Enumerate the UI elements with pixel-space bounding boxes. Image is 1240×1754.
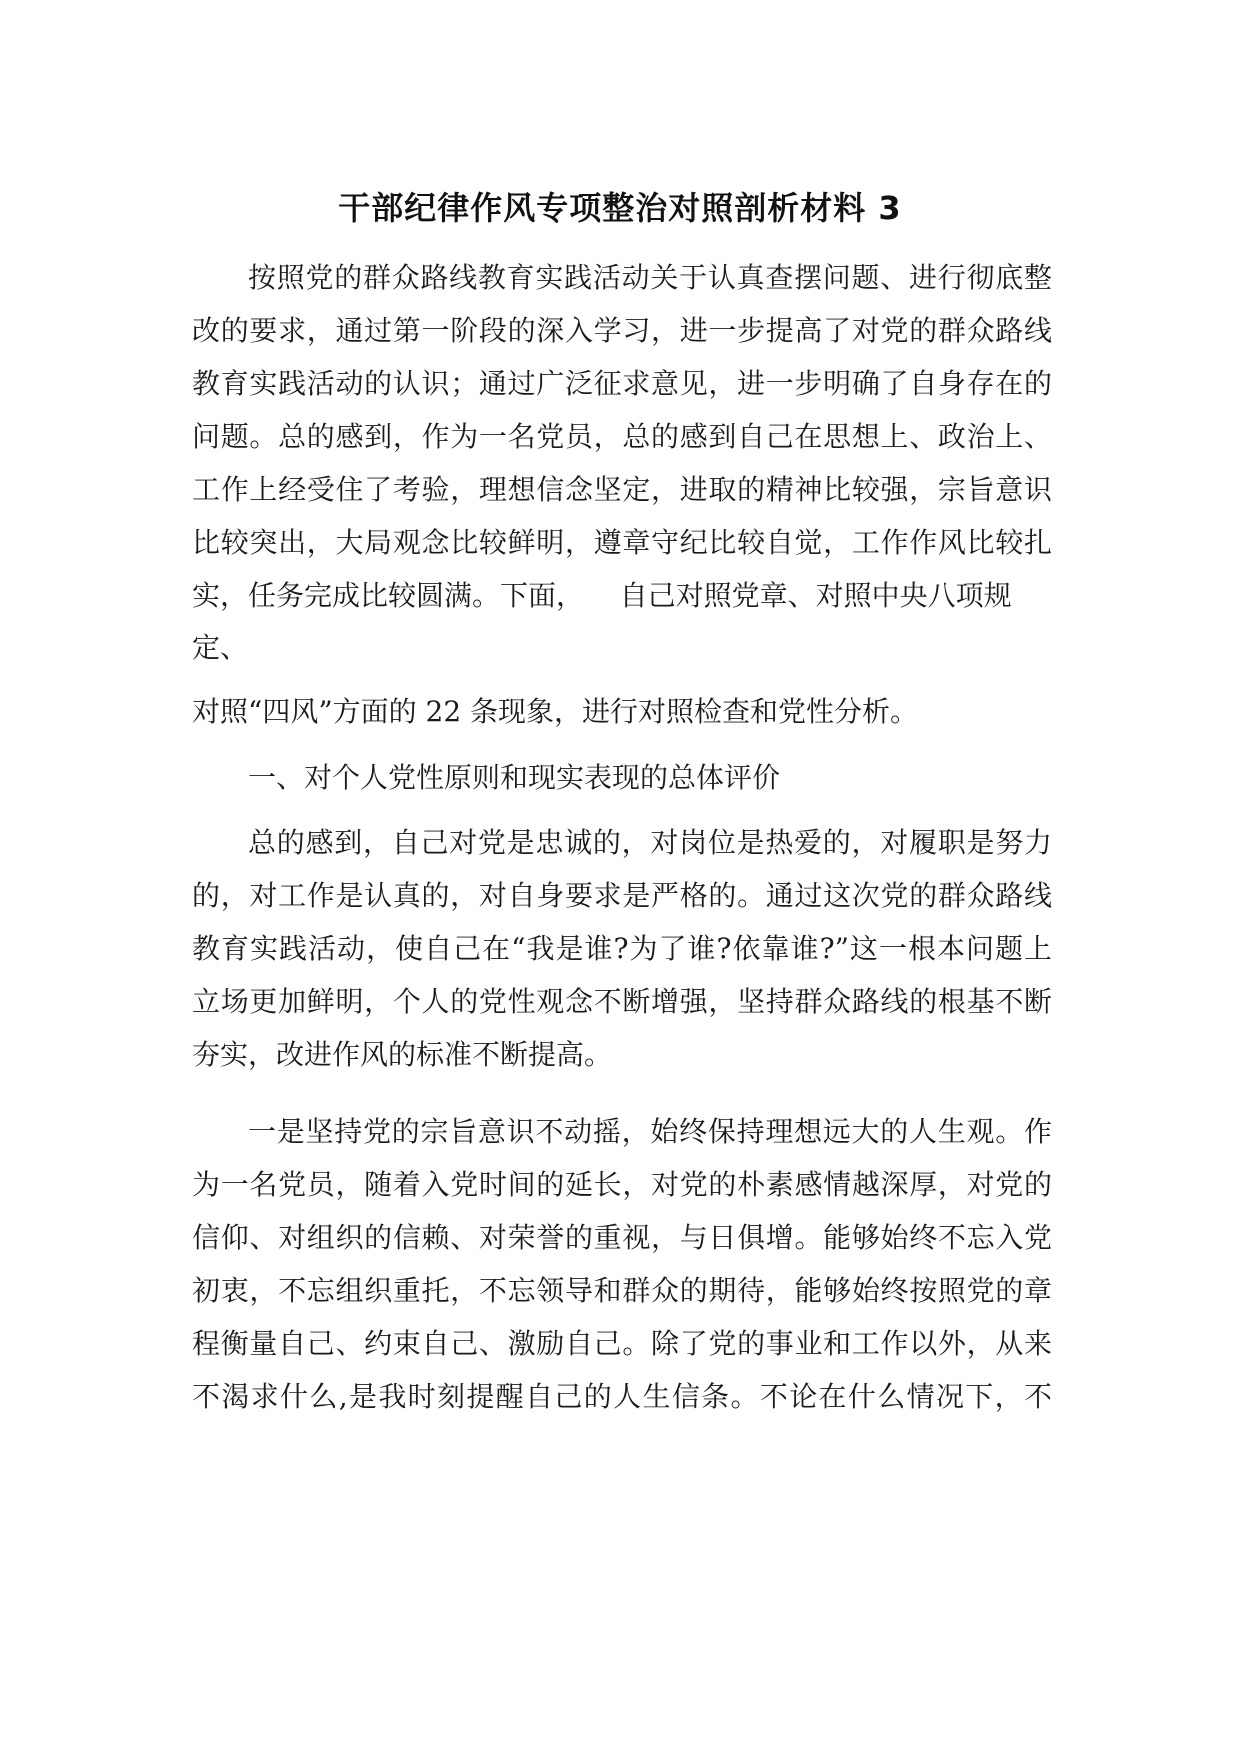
paragraph-line: 为一名党员，随着入党时间的延长，对党的朴素感情越深厚，对党的 xyxy=(192,1168,1052,1201)
paragraph-line: 初衷，不忘组织重托，不忘领导和群众的期待，能够始终按照党的章 xyxy=(192,1274,1052,1307)
paragraph-line: 总的感到，自己对党是忠诚的，对岗位是热爱的，对履职是努力 xyxy=(248,826,1052,859)
paragraph-line: 按照党的群众路线教育实践活动关于认真查摆问题、进行彻底整 xyxy=(248,261,1052,294)
paragraph-line: 工作上经受住了考验，理想信念坚定，进取的精神比较强，宗旨意识 xyxy=(192,473,1052,506)
paragraph-line: 问题。总的感到，作为一名党员，总的感到自己在思想上、政治上、 xyxy=(192,420,1052,453)
paragraph-line: 程衡量自己、约束自己、激励自己。除了党的事业和工作以外，从来 xyxy=(192,1327,1052,1360)
paragraph-line: 定、 xyxy=(192,631,249,664)
paragraph-line: 改的要求，通过第一阶段的深入学习，进一步提高了对党的群众路线 xyxy=(192,314,1052,347)
paragraph-line: 教育实践活动，使自己在“我是谁?为了谁?依靠谁?”这一根本问题上 xyxy=(192,932,1052,965)
paragraph-line: 比较突出，大局观念比较鲜明，遵章守纪比较自觉，工作作风比较扎 xyxy=(192,526,1052,559)
paragraph-line: 立场更加鲜明，个人的党性观念不断增强，坚持群众路线的根基不断 xyxy=(192,985,1052,1018)
paragraph-line: 实，任务完成比较圆满。下面， 自己对照党章、对照中央八项规 xyxy=(192,579,1012,612)
paragraph-line: 教育实践活动的认识；通过广泛征求意见，进一步明确了自身存在的 xyxy=(192,367,1052,400)
paragraph-line: 夯实，改进作风的标准不断提高。 xyxy=(192,1038,613,1071)
section-heading: 一、对个人党性原则和现实表现的总体评价 xyxy=(248,761,781,794)
document-title: 干部纪律作风专项整治对照剖析材料 3 xyxy=(338,189,902,227)
paragraph-line: 一是坚持党的宗旨意识不动摇，始终保持理想远大的人生观。作 xyxy=(248,1115,1052,1148)
paragraph-line: 对照“四风”方面的 22 条现象，进行对照检查和党性分析。 xyxy=(192,695,919,728)
paragraph-line: 的，对工作是认真的，对自身要求是严格的。通过这次党的群众路线 xyxy=(192,879,1052,912)
paragraph-line: 信仰、对组织的信赖、对荣誉的重视，与日俱增。能够始终不忘入党 xyxy=(192,1221,1052,1254)
paragraph-line: 不渴求什么,是我时刻提醒自己的人生信条。不论在什么情况下，不 xyxy=(192,1380,1052,1413)
